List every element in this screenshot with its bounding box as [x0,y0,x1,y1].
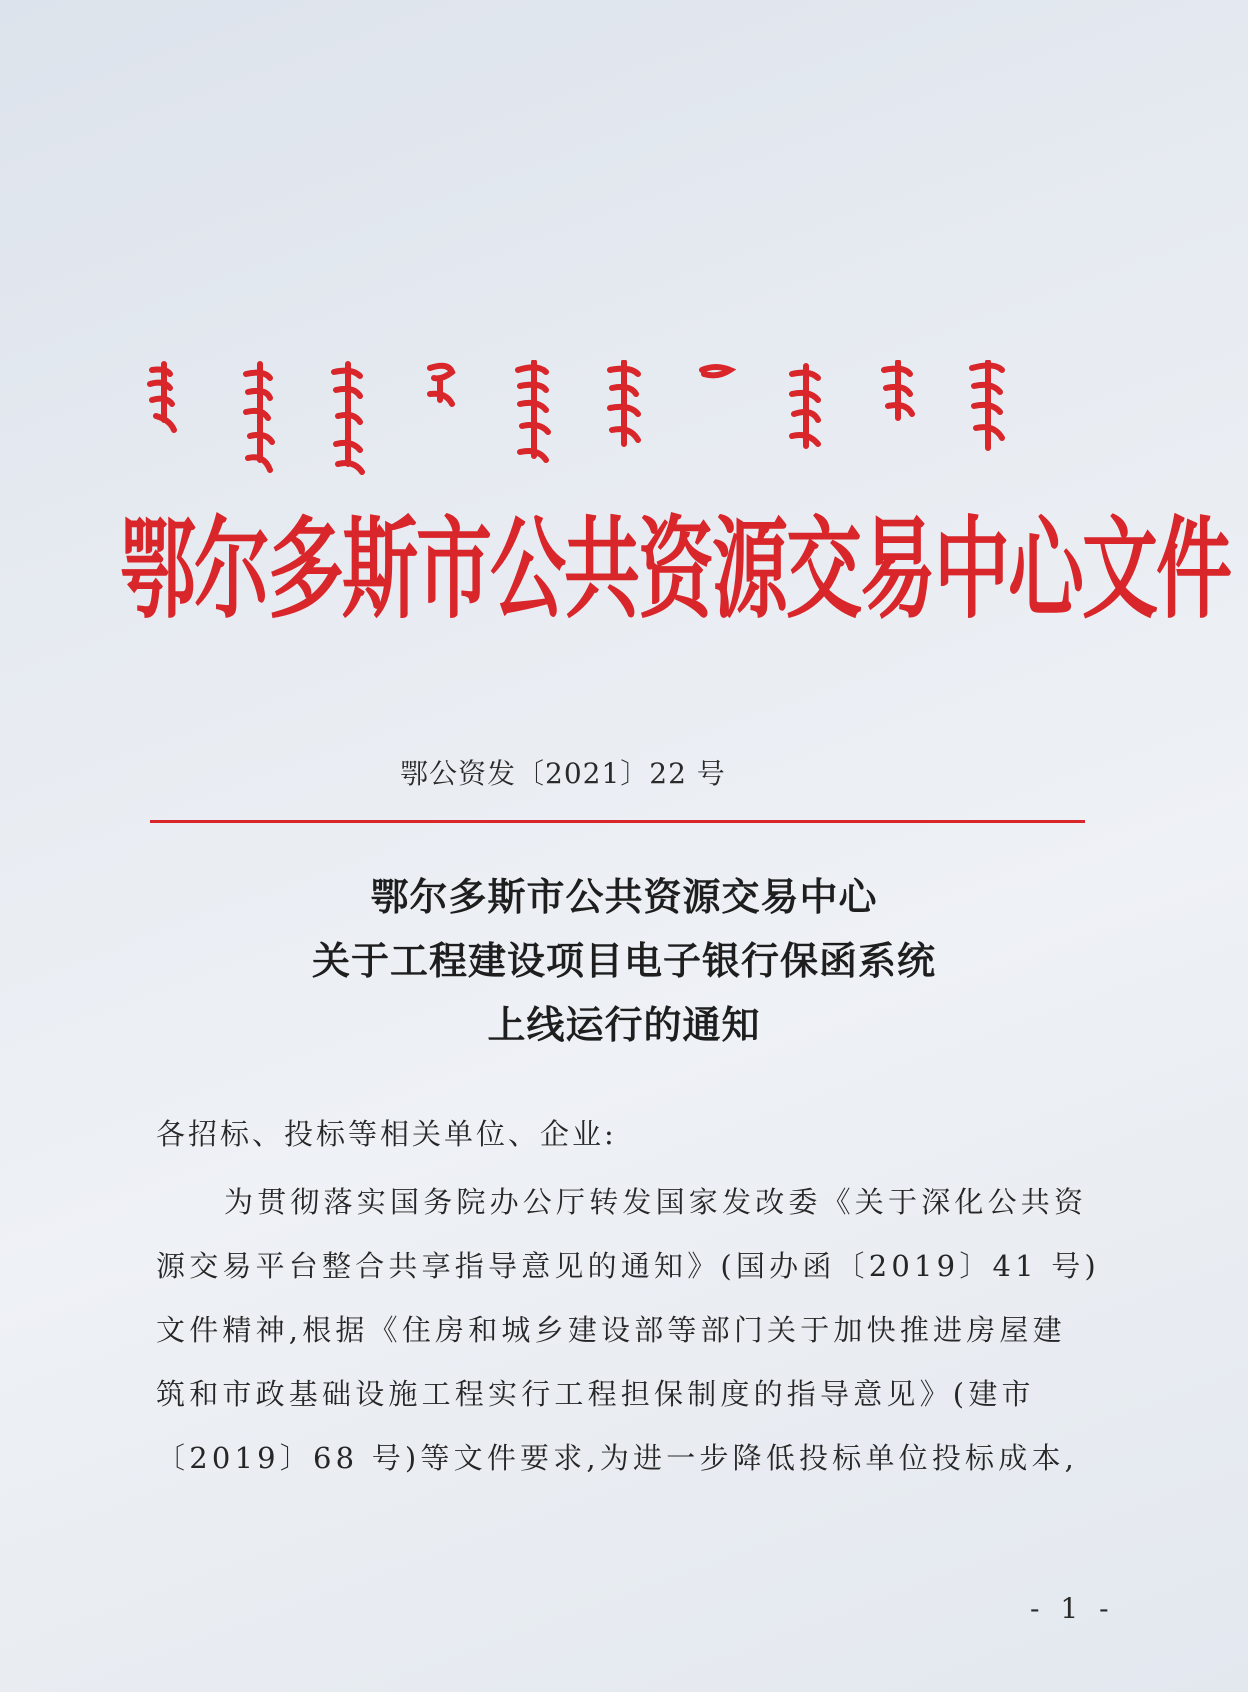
body-text-line: 筑和市政基础设施工程实行工程担保制度的指导意见》(建市 [156,1377,1035,1411]
salutation: 各招标、投标等相关单位、企业: [156,1117,617,1151]
mongolian-word [602,360,648,460]
red-separator-line [150,820,1085,823]
body-text-line: 为贯彻落实国务院办公厅转发国家发改委《关于深化公共资 [224,1185,1088,1219]
mongolian-word [696,360,736,390]
notice-title-line-3: 上线运行的通知 [487,1003,761,1047]
document-number: 鄂公资发〔2021〕22 号 [400,757,726,790]
mongolian-word [236,360,280,480]
notice-title-line-2: 关于工程建设项目电子银行保函系统 [311,939,936,983]
mongolian-word [326,360,370,480]
body-text-line: 源交易平台整合共享指导意见的通知》(国办函〔2019〕41 号) [156,1249,1100,1283]
mongolian-word [420,360,460,420]
body-text-line: 〔2019〕68 号)等文件要求,为进一步降低投标单位投标成本, [156,1441,1079,1475]
page-number: - 1 - [1030,1592,1115,1625]
notice-title-line-1: 鄂尔多斯市公共资源交易中心 [370,875,878,919]
mongolian-word [876,360,920,430]
issuing-authority-title: 鄂尔多斯市公共资源交易中心文件 [120,504,1230,634]
mongolian-word [510,360,556,480]
mongolian-word [140,360,180,440]
mongolian-word [782,360,828,460]
mongolian-word [964,360,1010,460]
body-text-line: 文件精神,根据《住房和城乡建设部等部门关于加快推进房屋建 [156,1313,1066,1347]
